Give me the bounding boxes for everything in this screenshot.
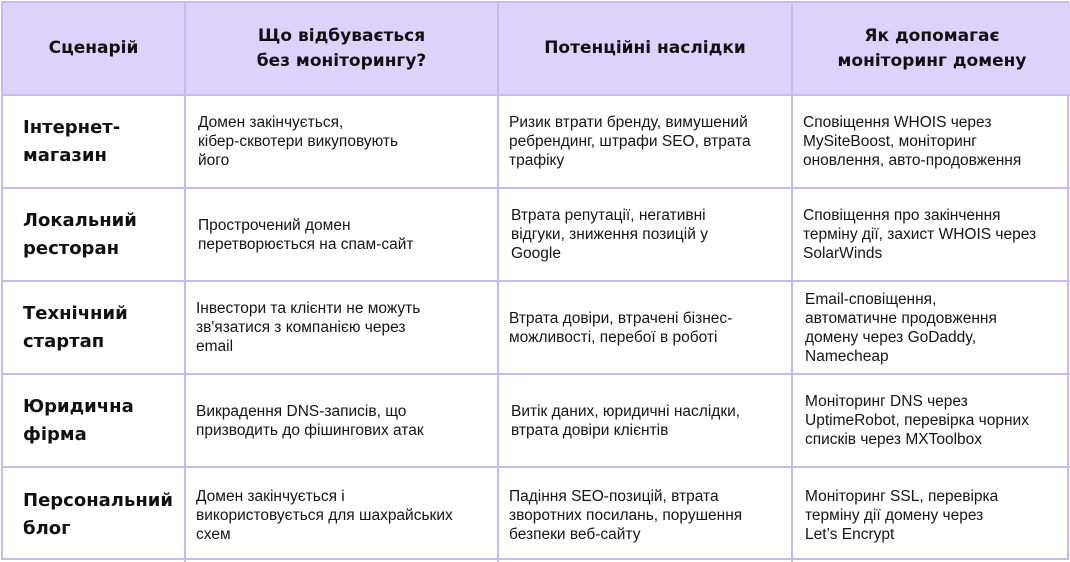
- row-4-consequences-text: Витік даних, юридичні наслідки, втрата довіри клієнтів: [511, 402, 741, 439]
- row-4-how-helps: [793, 375, 1070, 468]
- header-consequences: [499, 3, 793, 96]
- row-5-without-monitoring-text: Домен закінчується і використовується для шахрайських схем: [196, 487, 453, 543]
- row-1-without-monitoring-text: Домен закінчується, кібер-сквотери викуповують його: [198, 114, 399, 169]
- row-1-how-helps-text: Сповіщення WHOIS через MySiteBoost, моніторинг оновлення, авто-продовження: [803, 114, 1022, 169]
- header-without-monitoring: [186, 3, 499, 96]
- row-2-without-monitoring: [186, 189, 499, 282]
- row-3-consequences-text: Втрата довіри, втрачені бізнес- можливості, перебої в роботі: [509, 309, 733, 346]
- row-3-scenario-text: Технічний стартап: [23, 302, 128, 352]
- row-3-without-monitoring: [186, 282, 499, 375]
- row-1-consequences: [499, 96, 793, 189]
- row-4-without-monitoring-text: Викрадення DNS-записів, що призводить до фішингових атак: [196, 402, 424, 439]
- domain-monitoring-table: [1, 1, 1069, 560]
- row-4-how-helps-text: Моніторинг DNS через UptimeRobot, перевірка чорних списків через MXToolbox: [805, 393, 1029, 448]
- row-2-without-monitoring-text: Прострочений домен перетворюється на спам-сайт: [198, 216, 414, 253]
- row-1-scenario-text: Інтернет- магазин: [23, 116, 121, 166]
- header-scenario: [3, 3, 186, 96]
- row-5-without-monitoring: [186, 468, 499, 562]
- row-5-scenario: [3, 468, 186, 562]
- row-5-consequences: [499, 468, 793, 562]
- row-3-consequences: [499, 282, 793, 375]
- header-scenario-text: Сценарій: [48, 38, 139, 58]
- row-1-how-helps: [793, 96, 1070, 189]
- row-3-scenario: [3, 282, 186, 375]
- row-2-how-helps-text: Сповіщення про закінчення терміну дії, захист WHOIS через SolarWinds: [803, 207, 1037, 262]
- row-4-consequences: [499, 375, 793, 468]
- row-1-scenario: [3, 96, 186, 189]
- row-2-scenario: [3, 189, 186, 282]
- row-1-consequences-text: Ризик втрати бренду, вимушений ребрендинг, штрафи SEO, втрата трафіку: [509, 114, 751, 169]
- row-3-how-helps-text: Email-сповіщення, автоматичне продовження домену через GoDaddy, Namecheap: [805, 290, 997, 365]
- row-5-how-helps: [793, 468, 1070, 562]
- row-3-without-monitoring-text: Інвестори та клієнти не можуть зв'язатися з компанією через email: [196, 300, 421, 355]
- row-4-scenario-text: Юридична фірма: [23, 395, 134, 445]
- row-5-scenario-text: Персональний блог: [23, 490, 174, 539]
- row-1-without-monitoring: [186, 96, 499, 189]
- header-without-monitoring-text: Що відбувається без моніторингу?: [256, 25, 427, 71]
- header-how-helps: [793, 3, 1070, 96]
- row-2-consequences-text: Втрата репутації, негативні відгуки, зниження позицій у Google: [511, 207, 708, 262]
- header-how-helps-text: Як допомагає моніторинг домену: [837, 25, 1027, 71]
- row-5-consequences-text: Падіння SEO-позицій, втрата зворотних посилань, порушення безпеки веб-сайту: [509, 487, 743, 543]
- row-4-without-monitoring: [186, 375, 499, 468]
- row-2-consequences: [499, 189, 793, 282]
- row-5-how-helps-text: Моніторинг SSL, перевірка терміну дії домену через Let’s Encrypt: [805, 487, 999, 543]
- row-2-how-helps: [793, 189, 1070, 282]
- row-4-scenario: [3, 375, 186, 468]
- row-3-how-helps: [793, 282, 1070, 375]
- row-2-scenario-text: Локальний ресторан: [23, 209, 137, 259]
- header-consequences-text: Потенційні наслідки: [544, 38, 746, 58]
